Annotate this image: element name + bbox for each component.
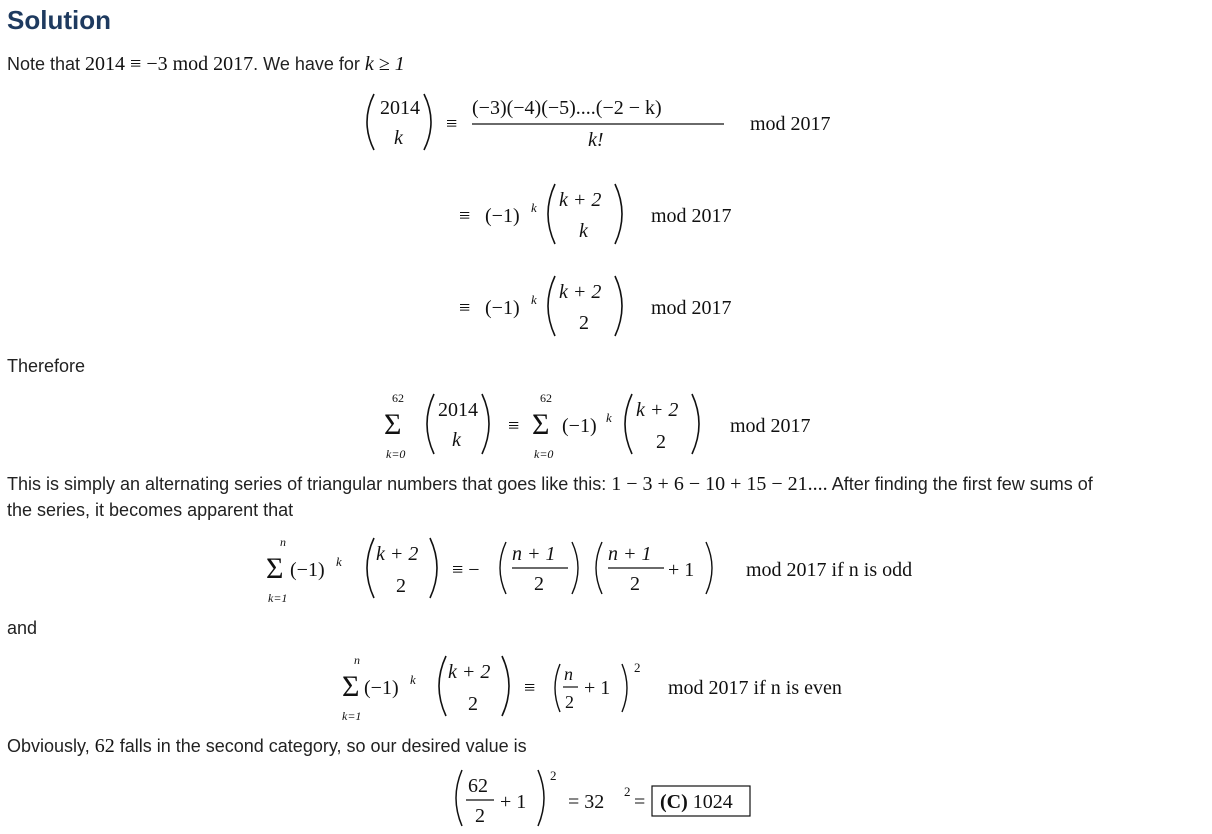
intro-k-condition: k ≥ 1 bbox=[364, 53, 405, 75]
binom-top: 2014 bbox=[380, 97, 420, 119]
numerator: (−3)(−4)(−5)....(−2 − k) bbox=[472, 97, 662, 119]
sum2-upper: 62 bbox=[540, 391, 552, 405]
mod-label: mod 2017 bbox=[651, 205, 732, 227]
equals-value: = 32 bbox=[568, 791, 605, 813]
right-paren bbox=[430, 538, 437, 598]
sign-exponent: k bbox=[531, 292, 537, 307]
binom-bottom: 2 bbox=[468, 693, 478, 715]
equals-sign: = bbox=[634, 791, 646, 813]
frac-den: 2 bbox=[565, 692, 574, 712]
right-paren bbox=[615, 276, 622, 336]
sum-upper: n bbox=[354, 653, 360, 667]
frac2-den: 2 bbox=[630, 573, 640, 595]
frac-right-paren bbox=[538, 770, 544, 826]
sign-term: (−1) bbox=[485, 297, 520, 319]
sign-term: (−1) bbox=[290, 559, 325, 581]
binom2-bottom: 2 bbox=[656, 431, 666, 453]
conclusion-prefix: Obviously, bbox=[7, 736, 95, 756]
sign-exponent: k bbox=[606, 410, 612, 425]
equation-binomial-expansion bbox=[360, 88, 860, 160]
therefore-text: Therefore bbox=[7, 356, 86, 376]
series-paragraph-line2: the series, it becomes apparent that bbox=[7, 500, 294, 520]
frac-right-paren bbox=[622, 664, 627, 712]
series-paragraph-line1 bbox=[7, 474, 1093, 494]
intro-congruence: 2014 ≡ −3 mod 2017 bbox=[85, 53, 254, 75]
equals-exponent: 2 bbox=[624, 784, 631, 799]
binom-bottom: 2 bbox=[396, 575, 406, 597]
intro-middle: . We have for bbox=[253, 54, 365, 74]
conclusion-suffix: falls in the second category, so our desired value is bbox=[114, 736, 527, 756]
binom-top: k + 2 bbox=[448, 661, 491, 683]
frac-num: 62 bbox=[468, 775, 488, 797]
frac2-left-paren bbox=[596, 542, 602, 594]
solution-heading: Solution bbox=[7, 5, 111, 35]
right-paren bbox=[502, 656, 509, 716]
binom-bottom: k bbox=[452, 429, 461, 451]
left-paren bbox=[427, 394, 434, 454]
answer-text bbox=[660, 791, 733, 813]
sign-term: (−1) bbox=[364, 677, 399, 699]
frac-den: 2 bbox=[475, 805, 485, 827]
series-prefix: This is simply an alternating series of triangular numbers that goes like this: bbox=[7, 474, 612, 494]
equiv-sign: ≡ bbox=[446, 113, 458, 135]
sum2-lower: k=0 bbox=[534, 447, 554, 461]
answer-number: 1024 bbox=[687, 791, 733, 813]
mod-label: mod 2017 bbox=[750, 113, 831, 135]
and-text: and bbox=[7, 618, 38, 638]
binom2-top: k + 2 bbox=[636, 399, 679, 421]
denominator: k! bbox=[588, 129, 604, 151]
sum-upper: n bbox=[280, 535, 286, 549]
binom-top: 2014 bbox=[438, 399, 478, 421]
sum-lower: k=0 bbox=[386, 447, 406, 461]
equiv-minus: ≡ − bbox=[452, 559, 480, 581]
frac2-num: n + 1 bbox=[608, 543, 652, 565]
binom-bottom: k bbox=[394, 127, 403, 149]
frac-num: n bbox=[564, 664, 573, 684]
plus-one: + 1 bbox=[668, 559, 695, 581]
binom-top: k + 2 bbox=[559, 281, 602, 303]
power: 2 bbox=[634, 660, 641, 675]
equiv-sign: ≡ bbox=[459, 205, 471, 227]
equation-step-three bbox=[455, 272, 775, 344]
equation-odd-case bbox=[262, 532, 962, 608]
sign-term: (−1) bbox=[485, 205, 520, 227]
equation-final-answer bbox=[448, 764, 768, 832]
equation-even-case bbox=[338, 650, 898, 726]
series-suffix: After finding the first few sums of bbox=[827, 474, 1093, 494]
binom-bottom: 2 bbox=[579, 312, 589, 334]
answer-choice-letter: (C) bbox=[660, 791, 688, 813]
frac-left-paren bbox=[456, 770, 462, 826]
sign-exponent: k bbox=[336, 554, 342, 569]
left-paren bbox=[439, 656, 446, 716]
frac2-right-paren bbox=[706, 542, 712, 594]
right-paren bbox=[424, 94, 431, 150]
left-paren bbox=[548, 276, 555, 336]
sum-lower: k=1 bbox=[342, 709, 362, 723]
equation-step-two bbox=[455, 180, 775, 252]
frac1-num: n + 1 bbox=[512, 543, 556, 565]
plus-one: + 1 bbox=[584, 677, 611, 699]
left-paren-2 bbox=[625, 394, 632, 454]
series-values: 1 − 3 + 6 − 10 + 15 − 21.... bbox=[611, 473, 828, 495]
sigma-icon: Σ bbox=[532, 408, 550, 441]
binom-top: k + 2 bbox=[559, 189, 602, 211]
left-paren bbox=[367, 538, 374, 598]
sum-upper: 62 bbox=[392, 391, 404, 405]
equiv-sign: ≡ bbox=[459, 297, 471, 319]
conclusion-value: 62 bbox=[94, 735, 115, 757]
frac1-left-paren bbox=[500, 542, 506, 594]
sigma-icon: Σ bbox=[266, 552, 284, 585]
equiv-sign: ≡ bbox=[524, 677, 536, 699]
intro-paragraph bbox=[7, 54, 405, 74]
right-paren bbox=[615, 184, 622, 244]
mod-label: mod 2017 bbox=[730, 415, 811, 437]
left-paren bbox=[367, 94, 374, 150]
binom-bottom: k bbox=[579, 220, 588, 242]
sigma-icon: Σ bbox=[342, 670, 360, 703]
mod-label: mod 2017 if n is even bbox=[668, 677, 842, 699]
equation-summation bbox=[380, 388, 850, 464]
frac1-right-paren bbox=[572, 542, 578, 594]
right-paren bbox=[482, 394, 489, 454]
sign-exponent: k bbox=[531, 200, 537, 215]
sign-term: (−1) bbox=[562, 415, 597, 437]
plus-one: + 1 bbox=[500, 791, 527, 813]
mod-label: mod 2017 bbox=[651, 297, 732, 319]
conclusion-paragraph bbox=[7, 736, 527, 756]
sum-lower: k=1 bbox=[268, 591, 288, 605]
power: 2 bbox=[550, 768, 557, 783]
left-paren bbox=[548, 184, 555, 244]
equiv-sign: ≡ bbox=[508, 415, 520, 437]
frac-left-paren bbox=[555, 664, 560, 712]
binom-top: k + 2 bbox=[376, 543, 419, 565]
sigma-icon: Σ bbox=[384, 408, 402, 441]
sign-exponent: k bbox=[410, 672, 416, 687]
intro-prefix: Note that bbox=[7, 54, 86, 74]
right-paren-2 bbox=[692, 394, 699, 454]
mod-label: mod 2017 if n is odd bbox=[746, 559, 913, 581]
frac1-den: 2 bbox=[534, 573, 544, 595]
